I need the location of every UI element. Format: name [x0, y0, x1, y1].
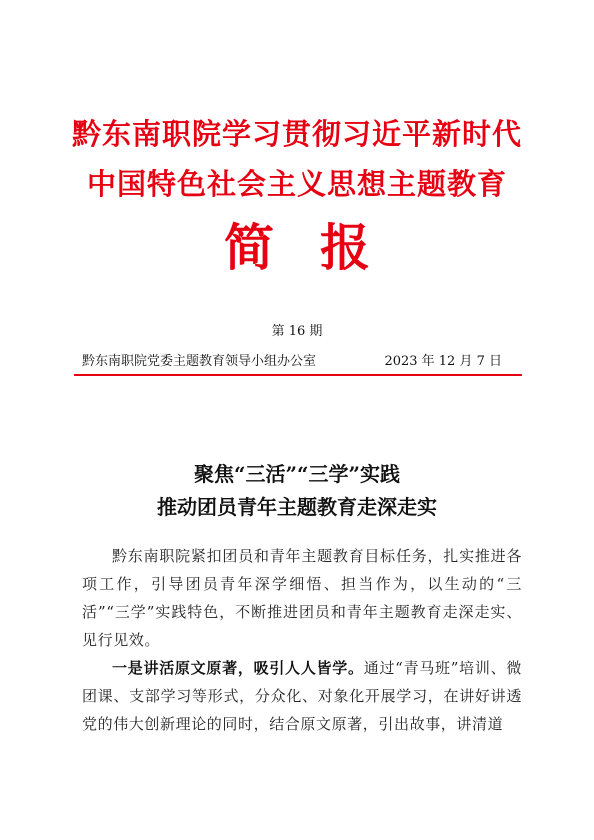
publication-info-row	[82, 350, 510, 370]
article-title-line-2: 推动团员青年主题教育走深走实	[157, 495, 437, 519]
article-title-line-1: 聚焦“三活”“三学”实践	[193, 462, 400, 486]
paragraph-text: 通过“青马班”培训、微团课、支部学习等形式，分众化、对象化开展学习，在讲好讲透党的伟大创新理论的同时，结合原文原著，引出故事，讲清道	[82, 659, 522, 733]
publisher: 黔东南职院党委主题教育领导小组办公室	[82, 354, 317, 369]
bulletin-title: 简报	[224, 219, 416, 277]
article-body	[82, 542, 522, 738]
masthead-line-1: 黔东南职院学习贯彻习近平新时代	[71, 117, 522, 151]
issue-number: 第 16 期	[271, 324, 323, 339]
publication-date: 2023 年 12 月 7 日	[384, 354, 502, 369]
paragraph-lead: 一是讲活原文原著，吸引人人皆学。	[112, 659, 364, 677]
masthead-line-2: 中国特色社会主义思想主题教育	[86, 167, 507, 201]
paragraph-point-1	[82, 654, 522, 738]
paragraph-intro: 黔东南职院紧扣团员和青年主题教育目标任务，扎实推进各项工作，引导团员青年深学细悟、担当作为，以生动的“三活”“三学”实践特色，不断推进团员和青年主题教育走深走实、见行见效。	[82, 547, 522, 649]
red-divider	[74, 374, 522, 376]
